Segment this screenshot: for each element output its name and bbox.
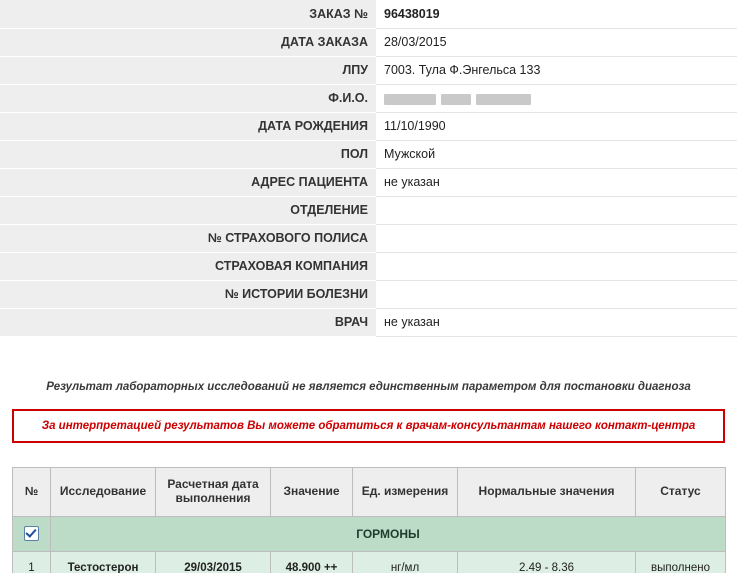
info-label: СТРАХОВАЯ КОМПАНИЯ [0,252,376,280]
cell-study: Тестостерон [51,551,156,573]
info-row-patient-name [0,84,737,112]
info-row-clinic [0,56,737,84]
column-header-norm: Нормальные значения [458,467,636,516]
group-checkbox-cell[interactable] [13,516,51,551]
group-title: ГОРМОНЫ [51,516,726,551]
info-row-order-number [0,0,737,28]
info-value: не указан [376,168,737,196]
column-header-value: Значение [271,467,353,516]
info-label: ПОЛ [0,140,376,168]
column-header-unit: Ед. измерения [353,467,458,516]
info-row-insurance-company [0,252,737,280]
info-row-insurance-policy [0,224,737,252]
disclaimer-text: Результат лабораторных исследований не является единственным параметром для постановки диагноза [46,380,691,393]
info-value-redacted [376,84,737,112]
info-label: № ИСТОРИИ БОЛЕЗНИ [0,280,376,308]
info-label: ЗАКАЗ № [0,0,376,28]
info-label: Ф.И.О. [0,84,376,112]
cell-norm: 2.49 - 8.36 [458,551,636,573]
cell-date: 29/03/2015 [156,551,271,573]
results-section [12,467,725,573]
info-value [376,252,737,280]
info-label: ОТДЕЛЕНИЕ [0,196,376,224]
info-row-birth-date [0,112,737,140]
redaction-bars [384,91,536,105]
info-value: не указан [376,308,737,336]
column-header-number: № [13,467,51,516]
info-row-address [0,168,737,196]
column-header-study: Исследование [51,467,156,516]
info-row-doctor [0,308,737,336]
column-header-date: Расчетная дата выполнения [156,467,271,516]
info-row-order-date [0,28,737,56]
results-table [12,467,726,573]
info-value [376,280,737,308]
info-value: 28/03/2015 [376,28,737,56]
info-value: 96438019 [376,0,737,28]
info-row-sex [0,140,737,168]
info-label: ДАТА ЗАКАЗА [0,28,376,56]
info-value [376,196,737,224]
cell-status: выполнено [636,551,726,573]
info-label: № СТРАХОВОГО ПОЛИСА [0,224,376,252]
column-header-status: Статус [636,467,726,516]
cell-unit: нг/мл [353,551,458,573]
consultation-notice: За интерпретацией результатов Вы можете обратиться к врачам-консультантам нашего контакт-центра [12,409,725,443]
cell-value: 48.900 ++ [271,551,353,573]
cell-number: 1 [13,551,51,573]
info-value [376,224,737,252]
results-group-row [13,516,726,551]
info-row-department [0,196,737,224]
results-header-row [13,467,726,516]
info-value: 7003. Тула Ф.Энгельса 133 [376,56,737,84]
info-row-case-history [0,280,737,308]
info-label: АДРЕС ПАЦИЕНТА [0,168,376,196]
info-label: ЛПУ [0,56,376,84]
checkbox-checked-icon[interactable] [24,526,39,541]
info-value: Мужской [376,140,737,168]
info-value: 11/10/1990 [376,112,737,140]
info-label: ВРАЧ [0,308,376,336]
info-label: ДАТА РОЖДЕНИЯ [0,112,376,140]
table-row [13,551,726,573]
